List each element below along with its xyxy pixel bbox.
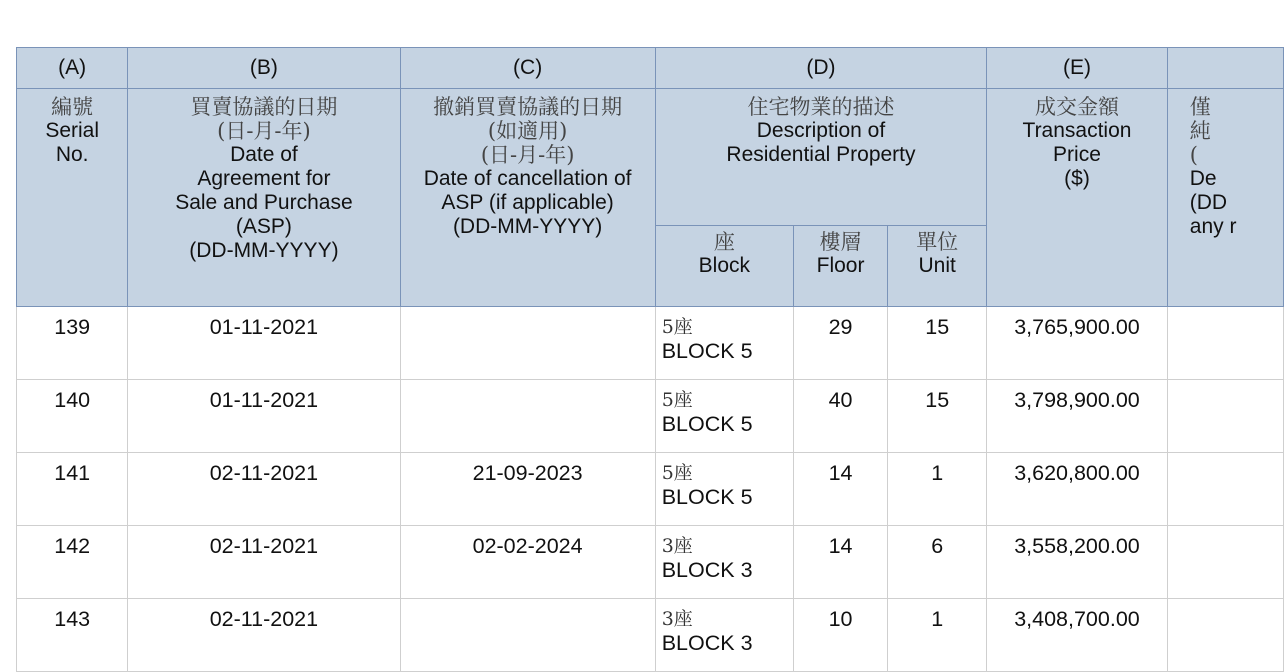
clipped-cell [1167, 307, 1283, 380]
agreement-date-cell: 01-11-2021 [128, 307, 400, 380]
serial-cell: 142 [17, 526, 128, 599]
column-letter-b: (B) [128, 48, 400, 89]
unit-cell: 1 [888, 599, 987, 672]
serial-cell: 140 [17, 380, 128, 453]
block-cell: 5座 BLOCK 5 [655, 453, 793, 526]
table-row [17, 307, 1284, 380]
cancellation-date-cell [400, 307, 655, 380]
price-cell: 3,558,200.00 [987, 526, 1168, 599]
block-cell: 3座 BLOCK 3 [655, 526, 793, 599]
cancellation-date-cell: 21-09-2023 [400, 453, 655, 526]
cancellation-date-header: 撤銷買賣協議的日期 (如適用) (日-月-年) Date of cancellation of ASP (if applicable) (DD-MM-YYYY) [400, 89, 655, 307]
block-cell: 3座 BLOCK 3 [655, 599, 793, 672]
table-row [17, 526, 1284, 599]
transaction-price-header: 成交金額 Transaction Price ($) [987, 89, 1168, 307]
unit-cell: 15 [888, 307, 987, 380]
serial-cell: 139 [17, 307, 128, 380]
floor-cell: 14 [793, 453, 887, 526]
floor-cell: 10 [793, 599, 887, 672]
serial-cell: 141 [17, 453, 128, 526]
clipped-cell [1167, 453, 1283, 526]
agreement-date-cell: 02-11-2021 [128, 599, 400, 672]
clipped-cell [1167, 599, 1283, 672]
unit-header: 單位 Unit [888, 226, 987, 307]
column-letter-f [1167, 48, 1283, 89]
header-row [17, 89, 1284, 226]
unit-cell: 15 [888, 380, 987, 453]
serial-header: 編號 Serial No. [17, 89, 128, 307]
floor-cell: 29 [793, 307, 887, 380]
clipped-cell [1167, 526, 1283, 599]
cancellation-date-cell [400, 380, 655, 453]
table-row [17, 453, 1284, 526]
column-letter-row [17, 48, 1284, 89]
column-letter-d: (D) [655, 48, 986, 89]
block-cell: 5座 BLOCK 5 [655, 380, 793, 453]
block-header: 座 Block [655, 226, 793, 307]
clipped-column-header: 僅 純 ( De (DD any r [1167, 89, 1283, 307]
price-cell: 3,798,900.00 [987, 380, 1168, 453]
column-letter-a: (A) [17, 48, 128, 89]
price-cell: 3,408,700.00 [987, 599, 1168, 672]
cancellation-date-cell: 02-02-2024 [400, 526, 655, 599]
serial-cell: 143 [17, 599, 128, 672]
floor-cell: 40 [793, 380, 887, 453]
transaction-register-table [16, 47, 1284, 672]
clipped-cell [1167, 380, 1283, 453]
block-cell: 5座 BLOCK 5 [655, 307, 793, 380]
price-cell: 3,620,800.00 [987, 453, 1168, 526]
agreement-date-cell: 02-11-2021 [128, 526, 400, 599]
cancellation-date-cell [400, 599, 655, 672]
table-row [17, 380, 1284, 453]
floor-cell: 14 [793, 526, 887, 599]
price-cell: 3,765,900.00 [987, 307, 1168, 380]
floor-header: 樓層 Floor [793, 226, 887, 307]
unit-cell: 1 [888, 453, 987, 526]
agreement-date-header: 買賣協議的日期 (日-月-年) Date of Agreement for Sale and Purchase (ASP) (DD-MM-YYYY) [128, 89, 400, 307]
agreement-date-cell: 02-11-2021 [128, 453, 400, 526]
property-description-header: 住宅物業的描述 Description of Residential Property [655, 89, 986, 226]
column-letter-e: (E) [987, 48, 1168, 89]
unit-cell: 6 [888, 526, 987, 599]
agreement-date-cell: 01-11-2021 [128, 380, 400, 453]
column-letter-c: (C) [400, 48, 655, 89]
table-row [17, 599, 1284, 672]
